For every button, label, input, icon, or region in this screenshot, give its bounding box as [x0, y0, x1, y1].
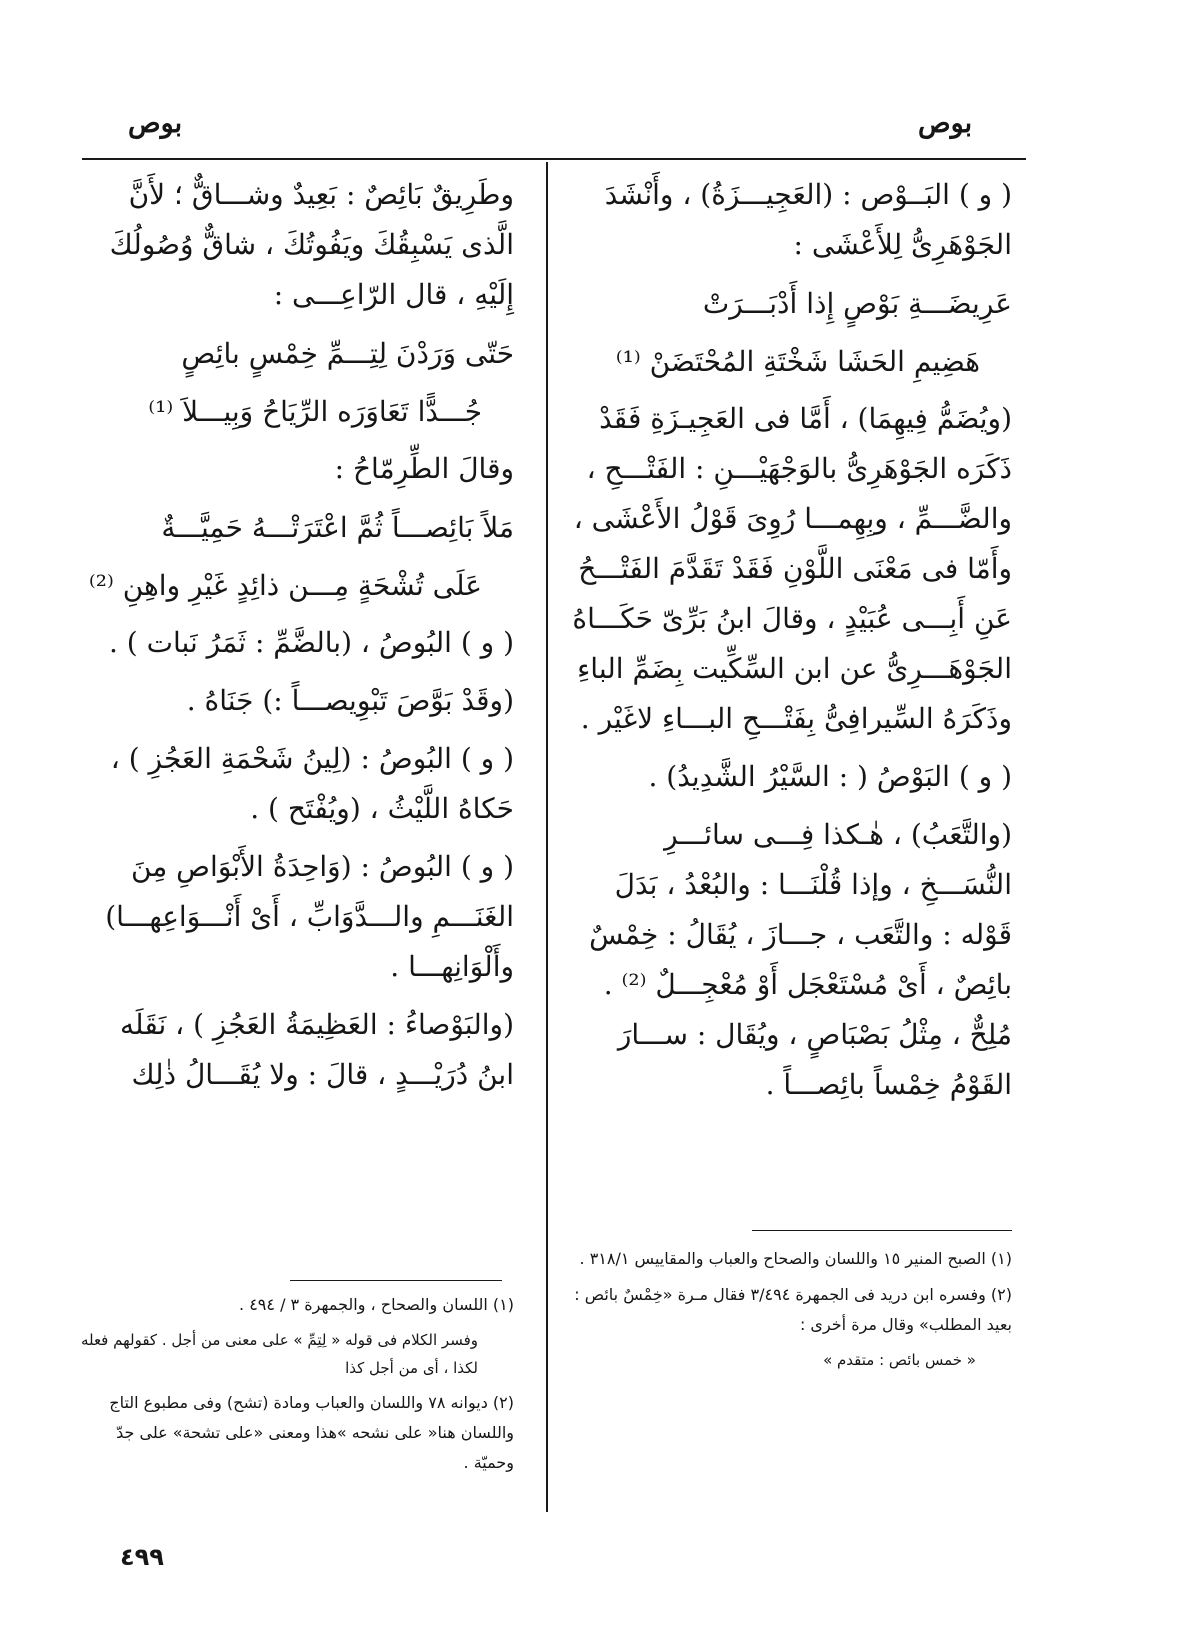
right-paragraph-1: ( و ) البَــوْص : (العَجِيـــزَةُ) ، وأَنْشَدَ الجَوْهَرِىُّ لِلأَعْشَى :: [604, 178, 1012, 261]
column-divider: [546, 162, 548, 1512]
page-number: ٤٩٩: [120, 1543, 164, 1571]
right-verse-1-second-hemistich: هَضِيمِ الحَشَا شَخْتَةِ المُحْتَضَنْ ⁽¹⁾: [615, 345, 980, 378]
left-verse-1-first-hemistich: حَتّى وَرَدْنَ لِتِـــمِّ خِمْسٍ بائِصٍ: [181, 337, 514, 370]
left-paragraph-6: ( و ) البُوصُ : (وَاحِدَةُ الأَبْوَاصِ مِنَ الغَنَـــمِ والـــدَّوَابِّ ، أَىْ أَنْـــوَاعِهـــا) وأَلْوَانِهـــا .: [105, 850, 514, 983]
left-column: [78, 170, 514, 1108]
right-verse-1-first-hemistich: عَرِيضَـــةِ بَوْصٍ إِذا أَدْبَـــرَتْ: [702, 287, 1012, 320]
left-footnote-2: (٢) ديوانه ٧٨ واللسان والعباب ومادة (تشح) وفى مطبوع التاج واللسان هنا« على نشحه »هذا ومعنى «على تشحة» على جدّ وحميّة .: [109, 1393, 514, 1472]
right-footnote-1: (١) الصبح المنير ١٥ واللسان والصحاح والعباب والمقاييس ٣١٨/١ .: [579, 1249, 1012, 1268]
left-verse-2-second-hemistich: عَلَى تُشْحَةٍ مِـــن ذائِدٍ غَيْرِ واهِنِ ⁽²⁾: [88, 569, 482, 602]
right-paragraph-2: (ويُضَمُّ فِيهِمَا) ، أَمَّا فى العَجِيـزَةِ فَقَدْ ذَكَرَه الجَوْهَرِىُّ بالوَجْهَيْـــنِ : الفَتْـــحِ ، والضَّـــمِّ ، وبِهِمـــا رُوِىَ قَوْلُ الأَعْشَى ، وأَمّا فى مَعْنَى اللَّوْنِ فَقَدْ تَقَدَّمَ الفَتْـــحُ عَنِ أَبِـــى عُبَيْدٍ ، وقالَ ابنُ بَرِّىّ حَكَـــاهُ الجَوْهَـــرِىُّ عن ابن السِّكِّيت بِضَمِّ الباءِ وذَكَرَهُ السِّيرافِىُّ بِفَتْـــحِ البـــاءِ لاغَيْر .: [572, 402, 1012, 735]
left-paragraph-7: (والبَوْصاءُ : العَظِيمَةُ العَجُزِ ) ، نَقَلَه ابنُ دُرَيْـــدٍ ، قالَ : ولا يُقَـــالُ ذٰلِك: [120, 1008, 514, 1091]
header-rule: [82, 158, 1026, 160]
left-footnote-1: (١) اللسان والصحاح ، والجمهرة ٣ / ٤٩٤ .: [239, 1295, 514, 1314]
left-verse-2-first-hemistich: مَلاً بَائِصـــاً ثُمَّ اعْتَرَتْـــهُ حَمِيَّـــةٌ: [161, 511, 514, 544]
right-footnote-rule: [752, 1230, 1012, 1231]
right-footnotes: [572, 1244, 1012, 1380]
right-footnote-2-continuation: « خمس بائص : متقدم »: [823, 1351, 976, 1369]
left-footnote-rule: [290, 1280, 502, 1281]
left-paragraph-3: ( و ) البُوصُ ، (بالضَّمِّ : ثَمَرُ نَبات ) .: [108, 626, 514, 659]
left-footnote-1-continuation: وفسر الكلام فى قوله « لِتِمِّ » على معنى من أجل . كقولهم فعله لكذا ، أى من أجل كذا: [80, 1331, 478, 1377]
header-word-left: بوص: [128, 108, 183, 139]
left-paragraph-1: وطَرِيقٌ بَائِصٌ : بَعِيدٌ وشـــاقٌّ ؛ لأَنَّ الَّذى يَسْبِقُكَ ويَفُوتُكَ ، شاقٌّ وُصُولُكَ إِلَيْهِ ، قال الرّاعِـــى :: [109, 178, 514, 311]
left-paragraph-5: ( و ) البُوصُ : (لِينُ شَحْمَةِ العَجُزِ ) ، حَكاهُ اللَّيْثُ ، (ويُفْتَح ) .: [110, 742, 514, 825]
right-column: [572, 170, 1012, 1118]
left-verse-1-second-hemistich: جُـــدًّا تَعَاوَرَه الرِّيَاحُ وَبِيـــلاَ ⁽¹⁾: [148, 395, 482, 428]
right-paragraph-3: ( و ) البَوْصُ ( : السَّيْرُ الشَّدِيدُ) .: [648, 760, 1012, 793]
left-footnotes: [78, 1290, 514, 1484]
left-paragraph-2: وقالَ الطِّرِمّاحُ :: [334, 452, 514, 485]
right-footnote-2: (٢) وفسره ابن دريد فى الجمهرة ٣/٤٩٤ فقال مـرة «خِمْسٌ بائص : بعيد المطلب» وقال مرة أخرى :: [574, 1285, 1012, 1334]
header-word-right: بوص: [918, 108, 973, 139]
right-paragraph-4: (والتَّعَبُ) ، هٰـكذا فِـــى سائـــرِ النُّسَـــخِ ، وإذا قُلْنَـــا : والبُعْدُ ، بَدَلَ قَوْله : والتَّعَب ، جـــازَ ، يُقَالُ : خِمْسٌ بائِصٌ ، أَىْ مُسْتَعْجَل أَوْ مُعْجِـــلٌ ⁽²⁾ . مُلِحٌّ ، مِثْلُ بَصْبَاصٍ ، ويُقَال : ســـارَ القَوْمُ خِمْساً بائِصـــاً .: [589, 818, 1012, 1101]
left-paragraph-4: (وقَدْ بَوَّصَ تَبْوِيصـــاً :) جَنَاهُ .: [186, 684, 514, 717]
